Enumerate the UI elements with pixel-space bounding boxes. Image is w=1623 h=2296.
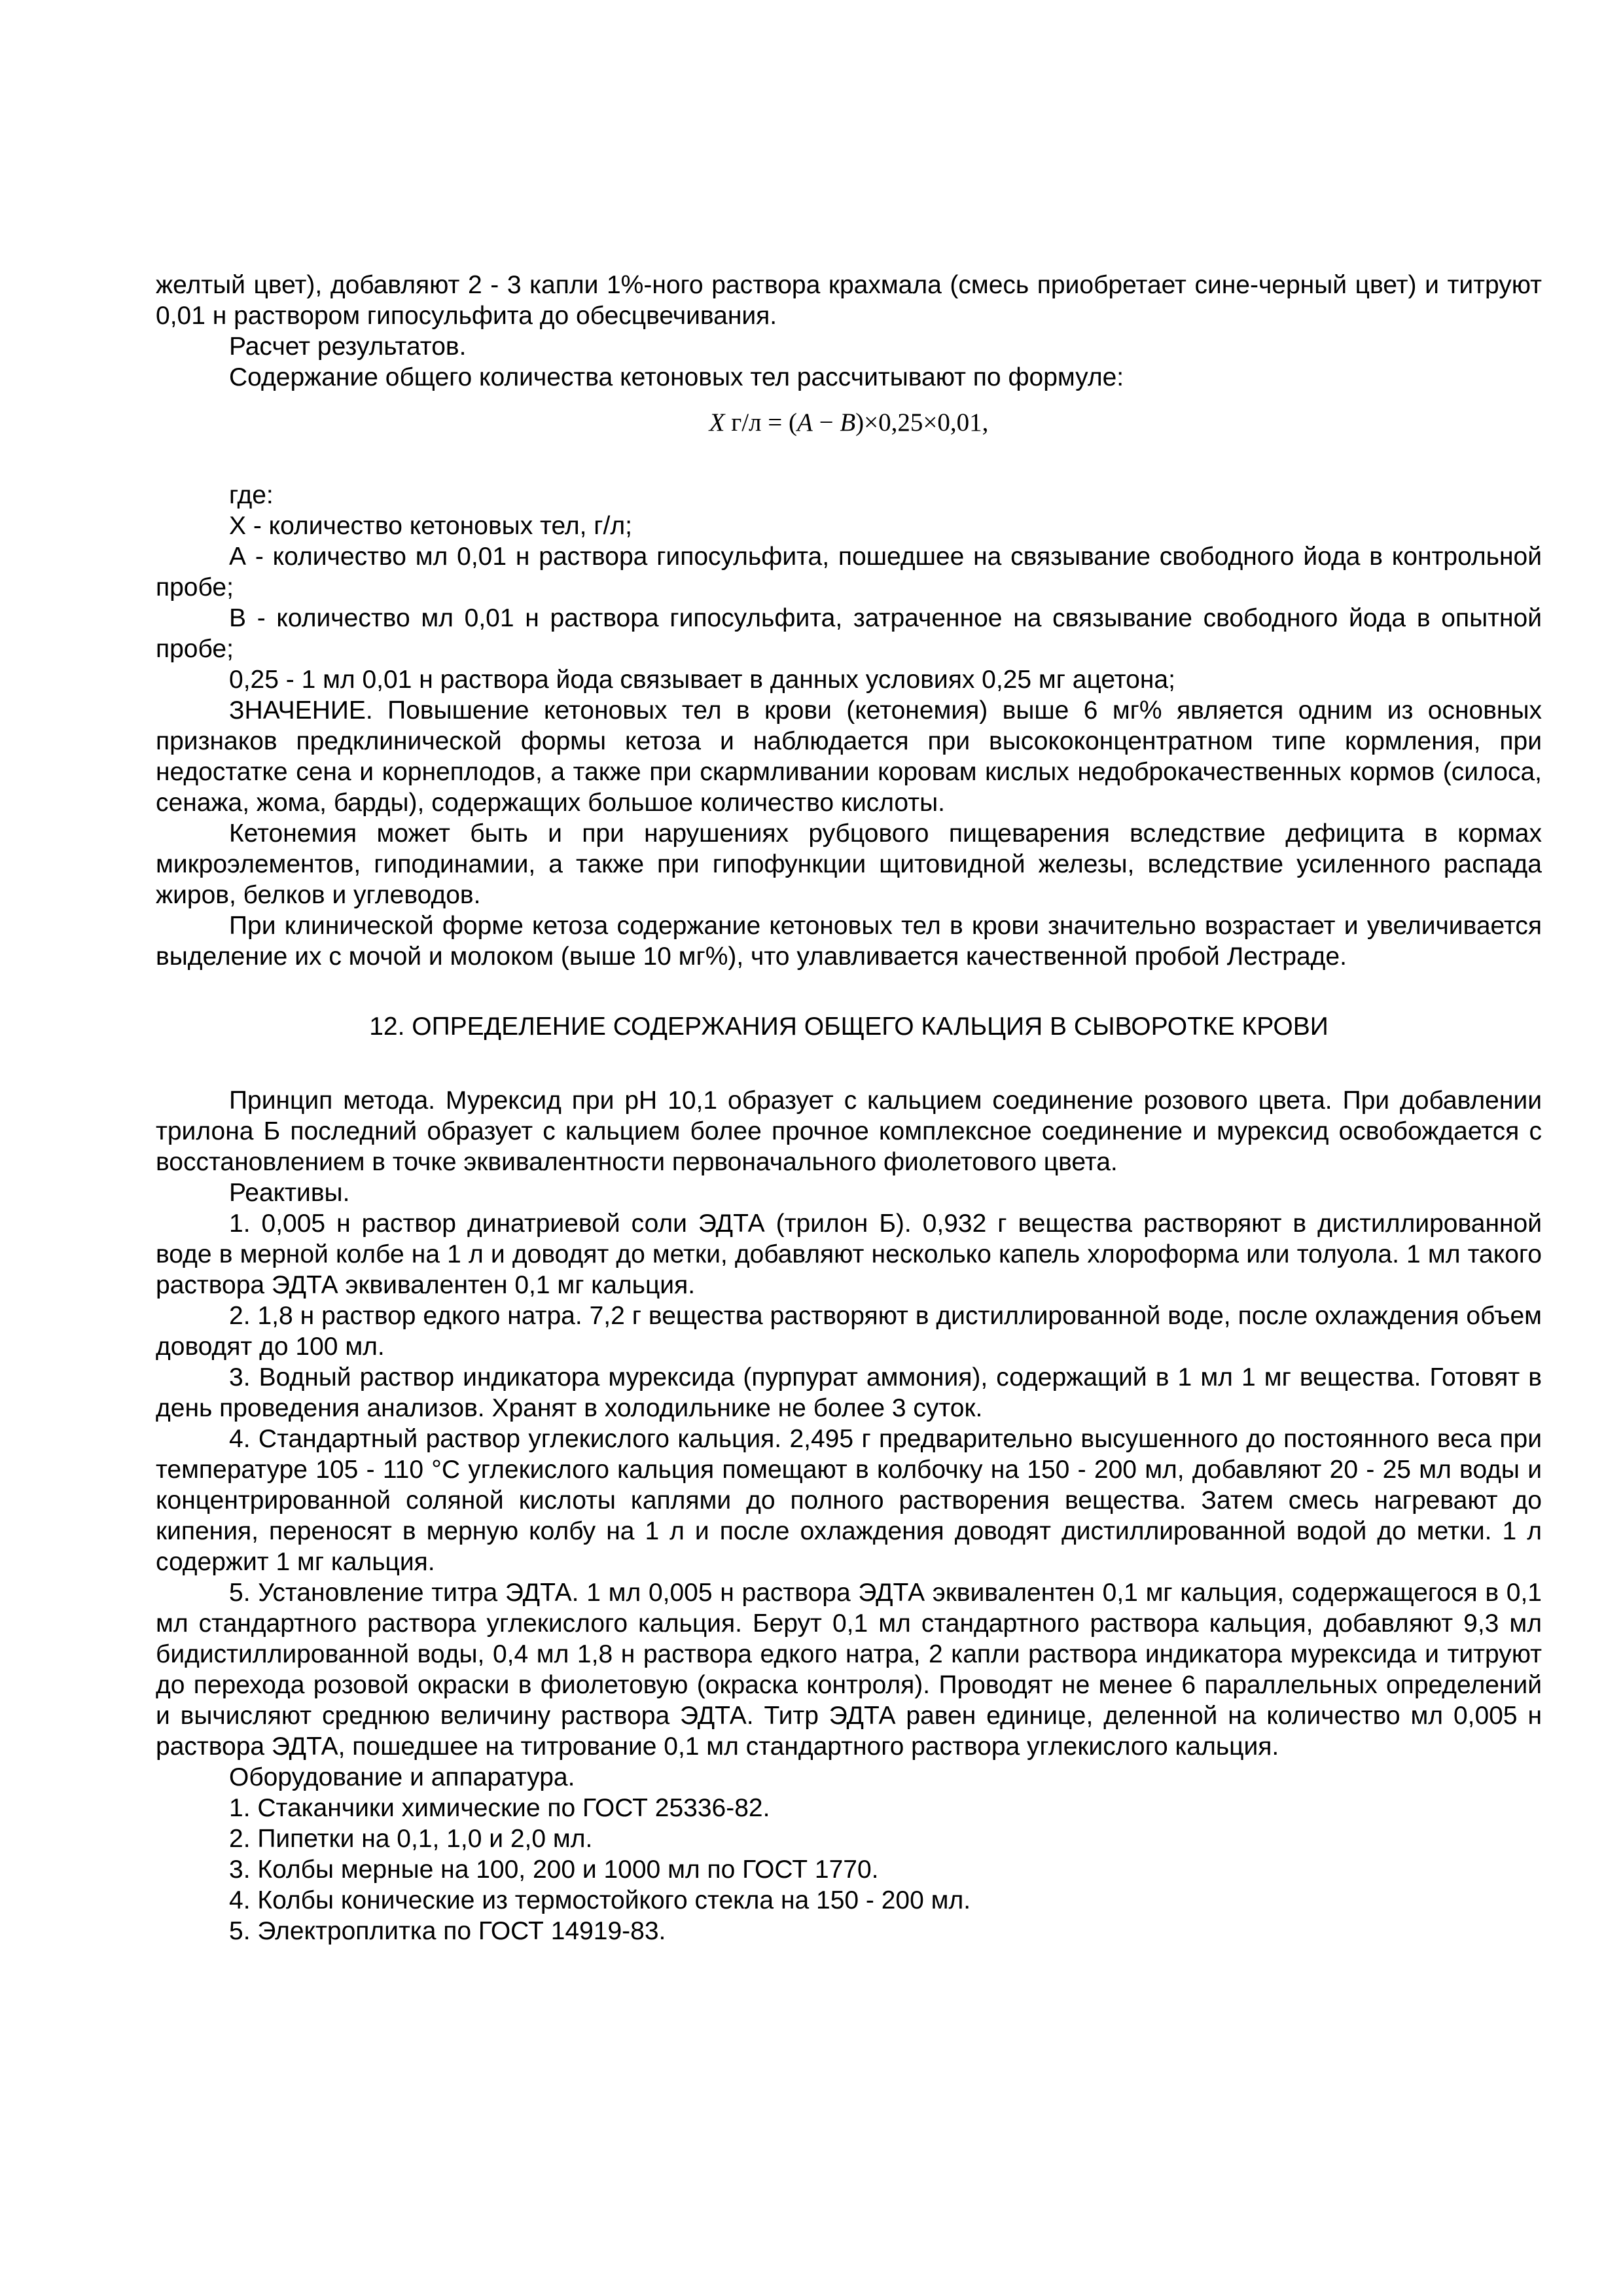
formula — [156, 407, 1542, 438]
reagent-item-1: 1. 0,005 н раствор динатриевой соли ЭДТА (трилон Б). 0,932 г вещества растворяют в дистиллированной воде в мерной колбе на 1 л и доводят до метки, добавляют несколько капель хлороформа или толуола. 1 мл такого раствора ЭДТА эквивалентен 0,1 мг кальция. — [156, 1210, 1542, 1299]
paragraph-intro: желтый цвет), добавляют 2 - 3 капли 1%-ного раствора крахмала (смесь приобретает сине-черный цвет) и титруют 0,01 н раствором гипосульфита до обесцвечивания. — [156, 271, 1542, 330]
document-page — [156, 270, 1542, 1946]
formula-x: X — [709, 408, 725, 437]
paragraph-coefficient-definition: 0,25 - 1 мл 0,01 н раствора йода связывает в данных условиях 0,25 мг ацетона; — [229, 666, 1175, 694]
paragraph-x-definition: X - количество кетоновых тел, г/л; — [229, 512, 632, 540]
formula-unit: г/л = ( — [724, 408, 797, 437]
paragraph-equipment-heading: Оборудование и аппаратура. — [229, 1763, 575, 1791]
paragraph-reagents-heading: Реактивы. — [229, 1179, 350, 1207]
reagent-item-4: 4. Стандартный раствор углекислого кальция. 2,495 г предварительно высушенного до постоянного веса при температуре 105 - 110 °С углекислого кальция помещают в колбочку на 150 - 200 мл, добавляют 20 - 25 мл воды и концентрированной соляной кислоты каплями до полного растворения вещества. Затем смесь нагревают до кипения, переносят в мерную колбу на 1 л и после охлаждения доводят дистиллированной водой до метки. 1 л содержит 1 мг кальция. — [156, 1425, 1542, 1576]
equipment-item-4: 4. Колбы конические из термостойкого стекла на 150 - 200 мл. — [229, 1886, 971, 1914]
reagent-item-2: 2. 1,8 н раствор едкого натра. 7,2 г вещества растворяют в дистиллированной воде, после охлаждения объем доводят до 100 мл. — [156, 1302, 1542, 1361]
equipment-item-5: 5. Электроплитка по ГОСТ 14919-83. — [229, 1917, 666, 1945]
paragraph-a-definition: А - количество мл 0,01 н раствора гипосульфита, пошедшее на связывание свободного йода в контрольной пробе; — [156, 543, 1542, 601]
formula-b: B — [840, 408, 856, 437]
formula-tail: )×0,25×0,01, — [855, 408, 989, 437]
paragraph-meaning: ЗНАЧЕНИЕ. Повышение кетоновых тел в крови (кетонемия) выше 6 мг% является одним из основных признаков предклинической формы кетоза и наблюдается при высококонцентратном типе кормления, при недостатке сена и корнеплодов, а также при скармливании коровам кислых недоброкачественных кормов (силоса, сенажа, жома, барды), содержащих большое количество кислоты. — [156, 696, 1542, 817]
equipment-item-1: 1. Стаканчики химические по ГОСТ 25336-82. — [229, 1794, 770, 1822]
reagent-item-3: 3. Водный раствор индикатора мурексида (пурпурат аммония), содержащий в 1 мл 1 мг вещества. Готовят в день проведения анализов. Хранят в холодильнике не более 3 суток. — [156, 1363, 1542, 1422]
equipment-item-3: 3. Колбы мерные на 100, 200 и 1000 мл по ГОСТ 1770. — [229, 1856, 879, 1884]
formula-minus: − — [812, 408, 840, 437]
equipment-item-2: 2. Пипетки на 0,1, 1,0 и 2,0 мл. — [229, 1825, 593, 1853]
formula-a: A — [796, 408, 813, 437]
paragraph-b-definition: В - количество мл 0,01 н раствора гипосульфита, затраченное на связывание свободного йода в опытной пробе; — [156, 604, 1542, 663]
paragraph-principle: Принцип метода. Мурексид при рН 10,1 образует с кальцием соединение розового цвета. При добавлении трилона Б последний образует с кальцием более прочное комплексное соединение и мурексид освобождается с восстановлением в точке эквивалентности первоначального фиолетового цвета. — [156, 1086, 1542, 1176]
paragraph-calc-heading: Расчет результатов. — [229, 332, 467, 361]
section-title: 12. ОПРЕДЕЛЕНИЕ СОДЕРЖАНИЯ ОБЩЕГО КАЛЬЦИЯ В СЫВОРОТКЕ КРОВИ — [369, 1013, 1329, 1041]
paragraph-where: где: — [229, 481, 274, 509]
paragraph-formula-intro: Содержание общего количества кетоновых тел рассчитывают по формуле: — [229, 363, 1124, 391]
reagent-item-5: 5. Установление титра ЭДТА. 1 мл 0,005 н раствора ЭДТА эквивалентен 0,1 мг кальция, содержащегося в 0,1 мл стандартного раствора углекислого кальция. Берут 0,1 мл стандартного раствора кальция, добавляют 9,3 мл бидистиллированной воды, 0,4 мл 1,8 н раствора едкого натра, 2 капли раствора индикатора мурексида и титруют до перехода розовой окраски в фиолетовую (окраска контроля). Проводят не менее 6 параллельных определений и вычисляют среднюю величину раствора ЭДТА. Титр ЭДТА равен единице, деленной на количество мл 0,005 н раствора ЭДТА, пошедшее на титрование 0,1 мл стандартного раствора углекислого кальция. — [156, 1579, 1542, 1761]
paragraph-clinical-form: При клинической форме кетоза содержание кетоновых тел в крови значительно возрастает и увеличивается выделение их с мочой и молоком (выше 10 мг%), что улавливается качественной пробой Лестраде. — [156, 912, 1542, 971]
paragraph-ketonemia: Кетонемия может быть и при нарушениях рубцового пищеварения вследствие дефицита в кормах микроэлементов, гиподинамии, а также при гипофункции щитовидной железы, вследствие усиленного распада жиров, белков и углеводов. — [156, 819, 1542, 909]
